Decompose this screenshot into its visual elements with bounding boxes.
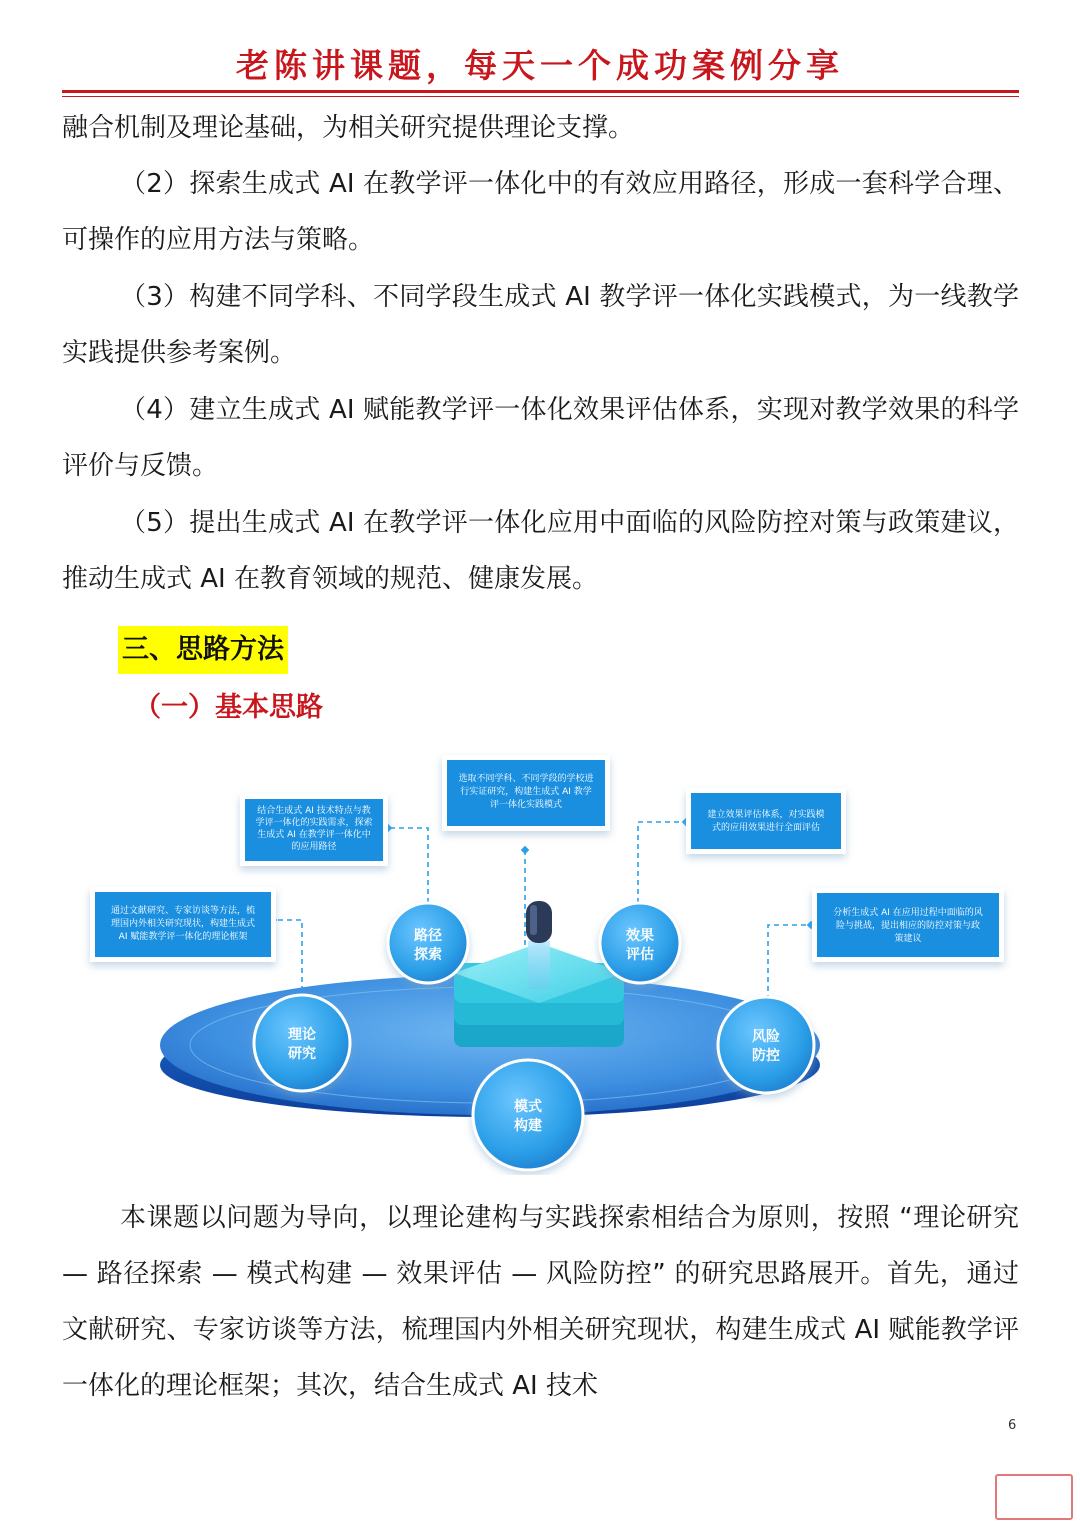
paragraph-goal-2: （2）探索生成式 AI 在教学评一体化中的有效应用路径，形成一套科学合理、可操作的应用方法与策略。 xyxy=(62,169,1019,255)
svg-text:风险: 风险 xyxy=(752,1029,780,1045)
node-model-construction xyxy=(473,1060,583,1170)
svg-text:策建议: 策建议 xyxy=(894,934,922,944)
research-approach-diagram xyxy=(80,745,1020,1175)
svg-text:理国内外相关研究现状，构建生成式: 理国内外相关研究现状，构建生成式 xyxy=(110,919,256,929)
svg-text:选取不同学科、不同学段的学校进: 选取不同学科、不同学段的学校进 xyxy=(458,774,594,784)
svg-text:通过文献研究、专家访谈等方法，梳: 通过文献研究、专家访谈等方法，梳 xyxy=(110,906,256,916)
header-rule-thick xyxy=(62,90,1019,93)
box-risk-control xyxy=(812,888,1004,962)
svg-text:险与挑战，提出相应的防控对策与政: 险与挑战，提出相应的防控对策与政 xyxy=(835,921,981,931)
svg-text:生成式 AI 在教学评一体化中: 生成式 AI 在教学评一体化中 xyxy=(257,830,371,840)
watermark-seal xyxy=(995,1474,1073,1520)
box-theory-research xyxy=(90,887,276,962)
svg-text:分析生成式 AI 在应用过程中面临的风: 分析生成式 AI 在应用过程中面临的风 xyxy=(833,908,983,918)
sub-heading: （一）基本思路 xyxy=(134,692,323,723)
node-theory-research xyxy=(254,995,350,1091)
svg-text:式的应用效果进行全面评估: 式的应用效果进行全面评估 xyxy=(711,823,821,833)
box-effect-evaluation xyxy=(686,788,846,854)
svg-text:效果: 效果 xyxy=(626,928,654,944)
node-effect-evaluation xyxy=(600,903,680,983)
svg-text:评一体化实践模式: 评一体化实践模式 xyxy=(489,800,563,810)
svg-text:模式: 模式 xyxy=(514,1099,542,1115)
paragraph-continuation: 融合机制及理论基础，为相关研究提供理论支撑。 xyxy=(62,113,635,143)
svg-text:的应用路径: 的应用路径 xyxy=(291,842,337,852)
node-path-exploration xyxy=(388,903,468,983)
svg-text:AI 赋能教学评一体化的理论框架: AI 赋能教学评一体化的理论框架 xyxy=(118,932,248,942)
paragraph-goal-5: （5）提出生成式 AI 在教学评一体化应用中面临的风险防控对策与政策建议，推动生成式 AI 在教育领域的规范、健康发展。 xyxy=(62,508,1019,594)
box-model-construction xyxy=(442,755,610,831)
svg-text:构建: 构建 xyxy=(514,1118,542,1134)
svg-text:行实证研究，构建生成式 AI 教学: 行实证研究，构建生成式 AI 教学 xyxy=(460,787,592,797)
page-number: 6 xyxy=(1008,1418,1017,1433)
svg-text:理论: 理论 xyxy=(288,1027,316,1043)
svg-text:结合生成式 AI 技术特点与教: 结合生成式 AI 技术特点与教 xyxy=(257,806,371,816)
svg-text:学评一体化的实践需求，探索: 学评一体化的实践需求，探索 xyxy=(255,818,373,828)
page-header-title: 老陈讲课题，每天一个成功案例分享 xyxy=(236,46,844,85)
svg-text:评估: 评估 xyxy=(626,947,654,963)
svg-text:防控: 防控 xyxy=(752,1048,780,1064)
paragraph-goal-3: （3）构建不同学科、不同学段生成式 AI 教学评一体化实践模式，为一线教学实践提供参考案例。 xyxy=(62,282,1019,368)
svg-text:探索: 探索 xyxy=(414,947,442,963)
central-cube xyxy=(454,901,624,1047)
paragraph-goal-4: （4）建立生成式 AI 赋能教学评一体化效果评估体系，实现对教学效果的科学评价与反馈。 xyxy=(62,395,1019,481)
svg-text:路径: 路径 xyxy=(414,928,442,944)
svg-text:研究: 研究 xyxy=(288,1046,316,1062)
header-rule-thin xyxy=(62,96,1019,97)
paragraph-research-approach: 本课题以问题为导向，以理论建构与实践探索相结合为原则，按照 “理论研究 — 路径探索 — 模式构建 — 效果评估 — 风险防控” 的研究思路展开。首先，通过文献研究、专家访谈等方法，梳理国内外相关研究现状，构建生成式 AI 赋能教学评一体化的理论框架；其次，结合生成式 AI 技术 xyxy=(62,1203,1019,1401)
node-risk-control xyxy=(718,997,814,1093)
svg-text:建立效果评估体系，对实践模: 建立效果评估体系，对实践模 xyxy=(707,810,825,820)
box-path-exploration xyxy=(240,794,388,866)
section-heading: 三、思路方法 xyxy=(118,626,288,674)
